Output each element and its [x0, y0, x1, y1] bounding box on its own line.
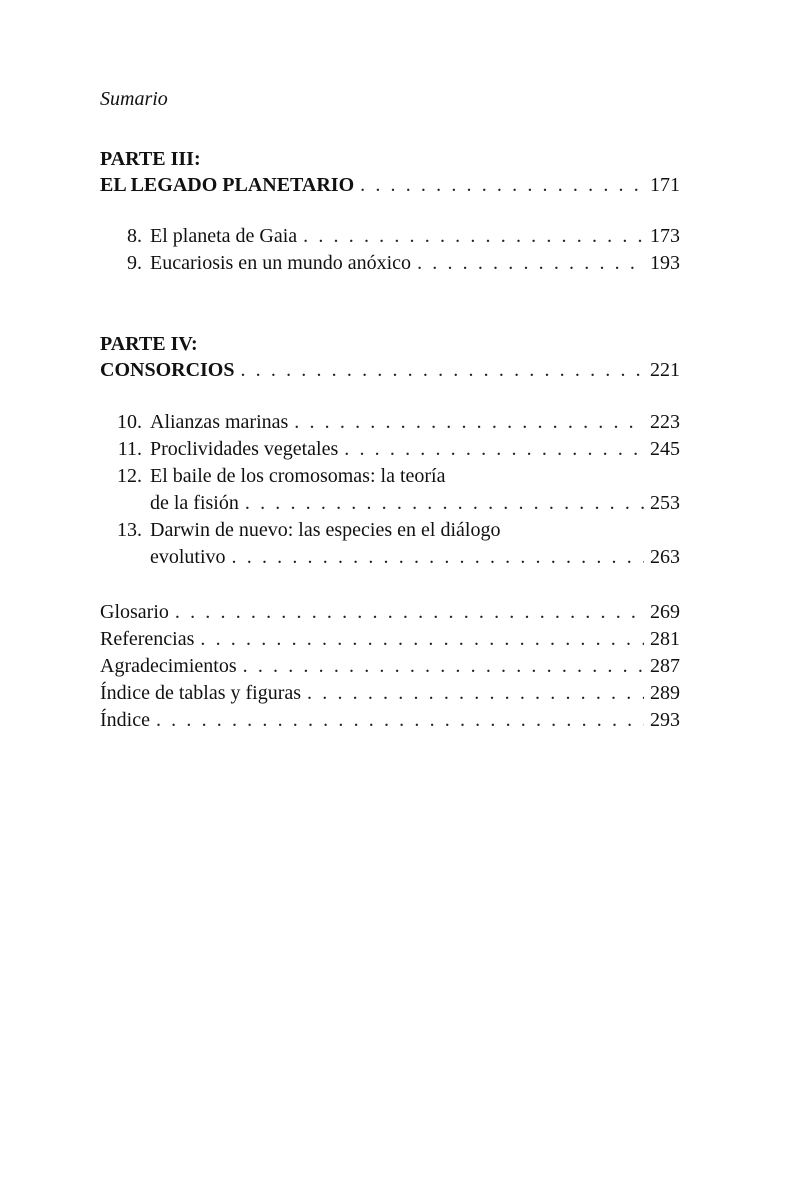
chapter-title-continuation: evolutivo — [150, 546, 226, 568]
dot-leader — [417, 250, 644, 277]
dot-leader — [245, 490, 644, 517]
chapter-title: El planeta de Gaia — [150, 225, 298, 247]
toc-entry — [100, 436, 680, 463]
toc-entry — [100, 680, 680, 707]
toc-entry-continuation — [100, 544, 680, 571]
toc-entry — [100, 223, 680, 250]
page-number: 269 — [650, 601, 680, 623]
page-number: 221 — [650, 359, 680, 381]
page-number: 281 — [650, 628, 680, 650]
toc-entry — [100, 517, 680, 544]
dot-leader — [156, 707, 644, 734]
chapter-number: 13. — [117, 519, 142, 541]
toc-entry — [100, 250, 680, 277]
back-matter-title: Referencias — [100, 628, 195, 650]
part-heading: PARTE III: — [100, 148, 201, 170]
toc-entry — [100, 653, 680, 680]
chapter-title: Alianzas marinas — [150, 411, 289, 433]
dot-leader — [243, 653, 644, 680]
chapter-number: 10. — [117, 411, 142, 433]
chapter-title: El baile de los cromosomas: la teoría — [150, 465, 446, 487]
toc-entry — [100, 599, 680, 626]
part-title: EL LEGADO PLANETARIO — [100, 174, 355, 196]
part-heading: PARTE IV: — [100, 333, 198, 355]
page-number: 263 — [650, 546, 680, 568]
page-number: 173 — [650, 225, 680, 247]
toc-entry-continuation — [100, 490, 680, 517]
chapter-title: Proclividades vegetales — [150, 438, 339, 460]
chapter-number: 8. — [127, 225, 142, 247]
chapter-number: 9. — [127, 252, 142, 274]
dot-leader — [175, 599, 644, 626]
part-title-line — [100, 172, 680, 199]
dot-leader — [200, 626, 644, 653]
part-four-block — [100, 331, 680, 384]
running-head: Sumario — [100, 88, 168, 110]
dot-leader — [232, 544, 644, 571]
chapter-number: 11. — [117, 438, 142, 460]
back-matter-title: Índice de tablas y figuras — [100, 682, 302, 704]
toc-entry — [100, 626, 680, 653]
chapter-title: Darwin de nuevo: las especies en el diálogo — [150, 519, 501, 541]
back-matter-title: Agradecimientos — [100, 655, 237, 677]
dot-leader — [294, 409, 644, 436]
chapter-title: Eucariosis en un mundo anóxico — [150, 252, 412, 274]
chapter-title-continuation: de la fisión — [150, 492, 239, 514]
page-number: 223 — [650, 411, 680, 433]
page-number: 245 — [650, 438, 680, 460]
dot-leader — [360, 172, 644, 199]
dot-leader — [307, 680, 644, 707]
page-number: 193 — [650, 252, 680, 274]
page-number: 171 — [650, 174, 680, 196]
part-title: CONSORCIOS — [100, 359, 235, 381]
back-matter — [100, 599, 680, 734]
dot-leader — [240, 357, 644, 384]
page-number: 293 — [650, 709, 680, 731]
dot-leader — [303, 223, 644, 250]
page-number: 287 — [650, 655, 680, 677]
page-number: 289 — [650, 682, 680, 704]
part-three-chapters — [100, 223, 680, 277]
back-matter-title: Glosario — [100, 601, 169, 623]
chapter-number: 12. — [117, 465, 142, 487]
toc-entry — [100, 707, 680, 734]
dot-leader — [344, 436, 644, 463]
toc-entry — [100, 409, 680, 436]
back-matter-title: Índice — [100, 709, 150, 731]
part-title-line — [100, 357, 680, 384]
toc-entry — [100, 463, 680, 490]
page-number: 253 — [650, 492, 680, 514]
part-three-block — [100, 146, 680, 199]
part-four-chapters — [100, 409, 680, 571]
